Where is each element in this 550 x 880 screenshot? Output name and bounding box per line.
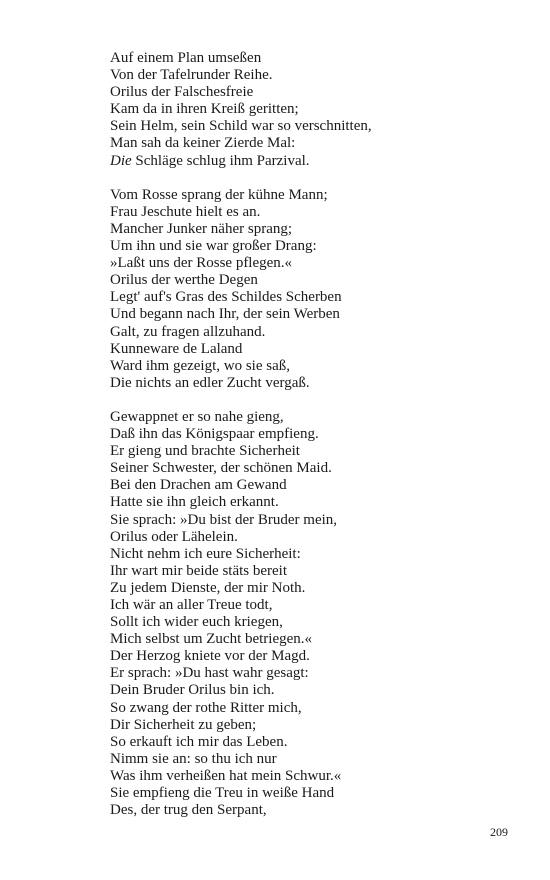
verse-line: Dein Bruder Orilus bin ich.	[110, 682, 275, 699]
verse-line-rest: Schläge schlug ihm Parzival.	[131, 152, 310, 169]
verse-line: Die nichts an edler Zucht vergaß.	[110, 374, 310, 391]
verse-line: Ich wär an aller Treue todt,	[110, 597, 273, 613]
verse-line: Daß ihn das Königspaar empfieng.	[110, 426, 319, 443]
verse-line: Sollt ich wider euch kriegen,	[110, 614, 283, 631]
verse-line: Mich selbst um Zucht betriegen.«	[110, 631, 313, 648]
verse-line: Mancher Junker näher sprang;	[110, 220, 293, 237]
verse-line: Sie sprach: »Du bist der Bruder mein,	[110, 511, 338, 528]
verse-line: Nicht nehm ich eure Sicherheit:	[110, 545, 301, 562]
stanza-3	[110, 409, 530, 819]
verse-line: Zu jedem Dienste, der mir Noth.	[110, 579, 306, 596]
stanza-2	[110, 187, 530, 392]
poem-text	[110, 50, 530, 819]
verse-line: Sein Helm, sein Schild war so verschnitten,	[110, 118, 372, 135]
verse-line: »Laßt uns der Rosse pflegen.«	[110, 255, 293, 272]
verse-line: Ward ihm gezeigt, wo sie saß,	[110, 357, 290, 374]
verse-line: Und begann nach Ihr, der sein Werben	[110, 306, 340, 323]
verse-line: Des, der trug den Serpant,	[110, 802, 267, 819]
verse-line: Orilus oder Lähelein.	[110, 528, 238, 545]
verse-line: Orilus der werthe Degen	[110, 272, 258, 289]
verse-line: Legt' auf's Gras des Schildes Scherben	[110, 289, 342, 306]
page-number: 209	[490, 825, 508, 839]
verse-line: So zwang der rothe Ritter mich,	[110, 699, 302, 716]
verse-line: Dir Sicherheit zu geben;	[110, 716, 257, 733]
verse-line: Gewappnet er so nahe gieng,	[110, 408, 284, 425]
verse-line: Um ihn und sie war großer Drang:	[110, 238, 317, 255]
verse-line: Orilus der Falschesfreie	[110, 84, 254, 101]
verse-line: Kam da in ihren Kreiß geritten;	[110, 101, 299, 118]
stanza-gap	[110, 392, 530, 409]
stanza-1	[110, 50, 530, 170]
verse-line: Bei den Drachen am Gewand	[110, 477, 287, 494]
verse-line: Nimm sie an: so thu ich nur	[110, 750, 277, 767]
verse-line: Vom Rosse sprang der kühne Mann;	[110, 186, 328, 203]
verse-line: Der Herzog kniete vor der Magd.	[110, 648, 310, 665]
verse-line: Kunneware de Laland	[110, 340, 243, 357]
verse-line	[110, 153, 530, 170]
verse-line: Was ihm verheißen hat mein Schwur.«	[110, 767, 342, 784]
verse-line: Frau Jeschute hielt es an.	[110, 203, 261, 220]
verse-line: Man sah da keiner Zierde Mal:	[110, 135, 296, 152]
verse-line: Er gieng und brachte Sicherheit	[110, 443, 300, 460]
stanza-gap	[110, 170, 530, 187]
verse-line: Hatte sie ihn gleich erkannt.	[110, 494, 279, 511]
verse-line: Sie empfieng die Treu in weiße Hand	[110, 785, 335, 802]
verse-line: So erkauft ich mir das Leben.	[110, 733, 288, 750]
verse-line: Von der Tafelrunder Reihe.	[110, 67, 273, 84]
verse-line: Auf einem Plan umseßen	[110, 50, 262, 66]
italic-word: Die	[110, 152, 132, 169]
verse-line: Ihr wart mir beide stäts bereit	[110, 562, 288, 579]
verse-line: Seiner Schwester, der schönen Maid.	[110, 460, 332, 477]
verse-line: Galt, zu fragen allzuhand.	[110, 323, 266, 340]
verse-line: Er sprach: »Du hast wahr gesagt:	[110, 665, 309, 682]
